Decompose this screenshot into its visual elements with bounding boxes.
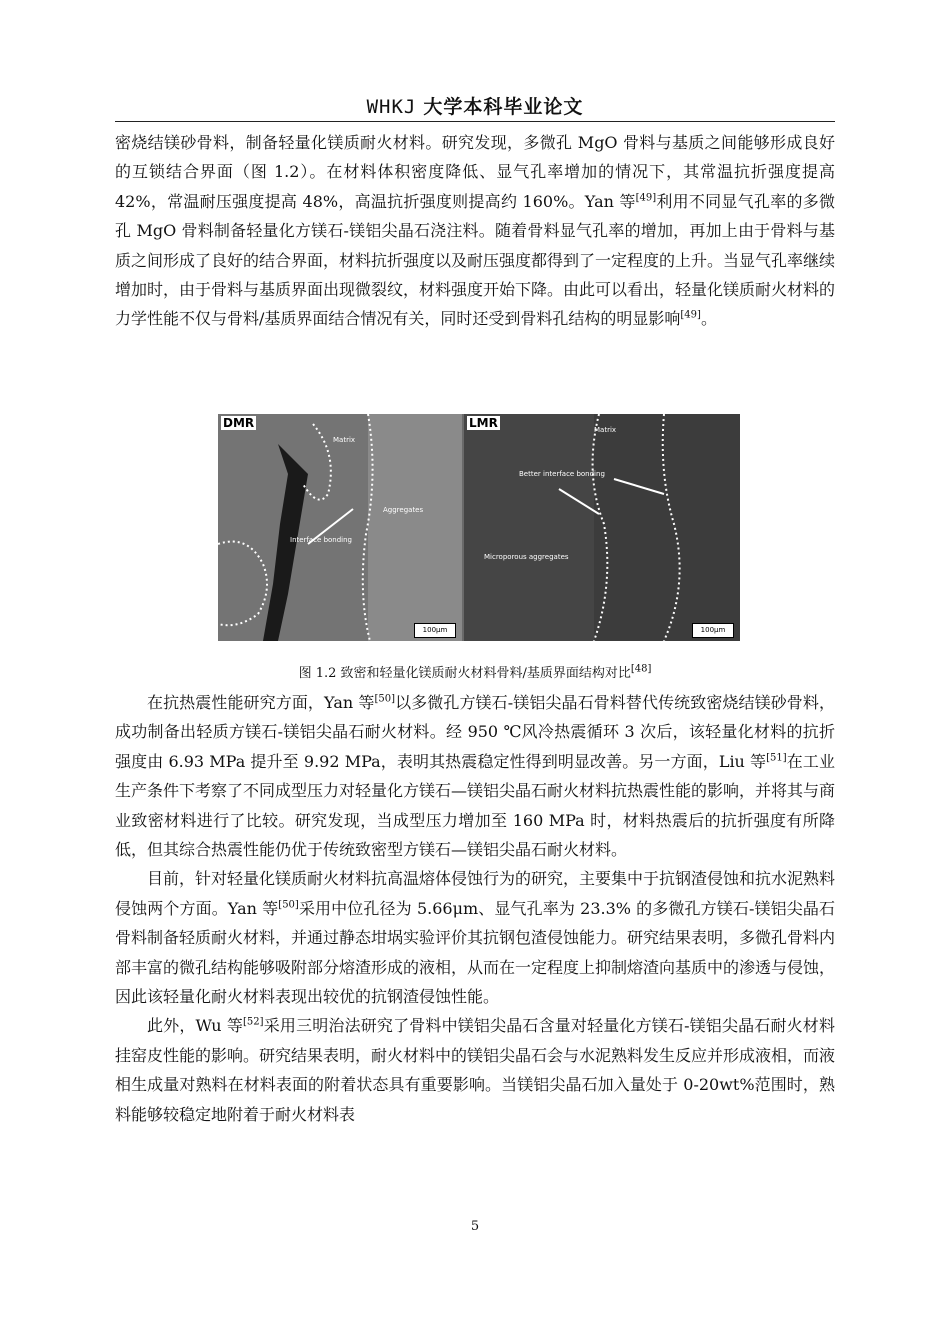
citation: [49] (635, 192, 657, 204)
paragraph-2-text-c: 在工业生产条件下考察了不同成型压力对轻量化方镁石—镁铝尖晶石耐火材料抗热震性能的影响，并将其与商业致密材料进行了比较。研究发现，当成型压力增加至 160 MPa 时，材料热震后的抗折强度有所降低，但其综合热震性能仍优于传统致密型方镁石—镁铝尖晶石耐火材料。 (115, 751, 836, 860)
dmr-aggregates-label: Aggregates (383, 506, 424, 514)
paragraph-4-text-a: 此外，Wu 等 (147, 1016, 244, 1036)
lmr-matrix-label: Matrix (594, 426, 617, 434)
paragraph-1-text-b: 利用不同显气孔率的多微孔 MgO 骨料制备轻量化方镁石-镁铝尖晶石浇注料。随着骨料显气孔率的增加，再加上由于骨料与基质之间形成了良好的结合界面，材料抗折强度以及耐压强度都得到了一定程度的上升。当显气孔率继续增加时，由于骨料与基质界面出现微裂纹，材料强度开始下降。由此可以看出，轻量化镁质耐火材料的力学性能不仅与骨料/基质界面结合情况有关，同时还受到骨料孔结构的明显影响 (115, 191, 836, 329)
page-header (115, 92, 835, 119)
paragraph-2 (115, 688, 835, 864)
lmr-label: LMR (469, 416, 498, 430)
figure-panel-dmr (218, 414, 462, 641)
paragraph-1-text-a: 密烧结镁砂骨料，制备轻量化镁质耐火材料。研究发现，多微孔 MgO 骨料与基质之间能够形成良好的互锁结合界面（图 1.2）。在材料体积密度降低、显气孔率增加的情况下，其常温抗折强度提高 42%，常温耐压强度提高 48%，高温抗折强度则提高约 160%。Yan 等 (115, 133, 835, 211)
figure-caption (115, 662, 835, 681)
header-title: 大学本科毕业论文 (423, 96, 584, 118)
citation: [50] (278, 899, 299, 911)
dmr-label: DMR (223, 416, 255, 430)
paragraph-2-text-a: 在抗热震性能研究方面，Yan 等 (147, 693, 375, 712)
citation: [49] (680, 310, 701, 322)
body-paragraphs (115, 688, 835, 1129)
page-number: 5 (470, 1219, 480, 1234)
header-latin: WHKJ (366, 96, 417, 118)
paragraph-4-text-b: 采用三明治法研究了骨料中镁铝尖晶石含量对轻量化方镁石-镁铝尖晶石耐火材料挂窑皮性能的影响。研究结果表明，耐火材料中的镁铝尖晶石会与水泥熟料发生反应并形成液相，而液相生成量对熟料在材料表面的附着状态具有重要影响。当镁铝尖晶石加入量处于 0-20wt%范围时，熟料能够较稳定地附着于耐火材料表 (115, 1016, 836, 1124)
citation: [52] (243, 1017, 264, 1029)
paragraph-1-text-c: 。 (700, 309, 717, 329)
dmr-interface-label: Interface bonding (290, 536, 352, 544)
citation: [51] (766, 752, 787, 764)
lmr-aggregates-label: Microporous aggregates (484, 553, 569, 561)
lmr-micrograph (464, 414, 740, 641)
paragraph-4 (115, 1011, 835, 1129)
paragraph-3-text-b: 采用中位孔径为 5.66μm、显气孔率为 23.3% 的多微孔方镁石-镁铝尖晶石骨料制备轻质耐火材料，并通过静态坩埚实验评价其抗钢包渣侵蚀能力。研究结果表明，多微孔骨料内部丰富的微孔结构能够吸附部分熔渣形成的液相，从而在一定程度上抑制熔渣向基质中的渗透与侵蚀，因此该轻量化耐火材料表现出较优的抗钢渣侵蚀性能。 (115, 898, 836, 1007)
header-rule (115, 121, 835, 122)
figure-1-2 (218, 414, 740, 641)
dmr-matrix-label: Matrix (333, 436, 356, 444)
paragraph-3-text-a: 目前，针对轻量化镁质耐火材料抗高温熔体侵蚀行为的研究，主要集中于抗钢渣侵蚀和抗水泥熟料侵蚀两个方面。Yan 等 (115, 869, 836, 918)
paragraph-1 (115, 128, 835, 334)
dmr-micrograph (218, 414, 462, 641)
figure-caption-text: 图 1.2 致密和轻量化镁质耐火材料骨料/基质界面结构对比 (298, 666, 631, 681)
paragraph-3 (115, 864, 835, 1011)
paragraph-2-text-b: 以多微孔方镁石-镁铝尖晶石骨料替代传统致密烧结镁砂骨料，成功制备出轻质方镁石-镁铝尖晶石耐火材料。经 950 ℃风冷热震循环 3 次后，该轻量化材料的抗折强度由 6.93 MPa 提升至 9.92 MPa，表明其热震稳定性得到明显改善。另一方面，Liu 等 (115, 693, 835, 771)
lmr-scale-bar: 100μm (692, 623, 734, 638)
figure-panel-lmr (464, 414, 740, 641)
citation: [50] (374, 693, 395, 705)
dmr-scale-bar: 100μm (414, 623, 456, 638)
lmr-interface-label: Better interface bonding (519, 470, 605, 478)
citation: [48] (630, 663, 652, 675)
